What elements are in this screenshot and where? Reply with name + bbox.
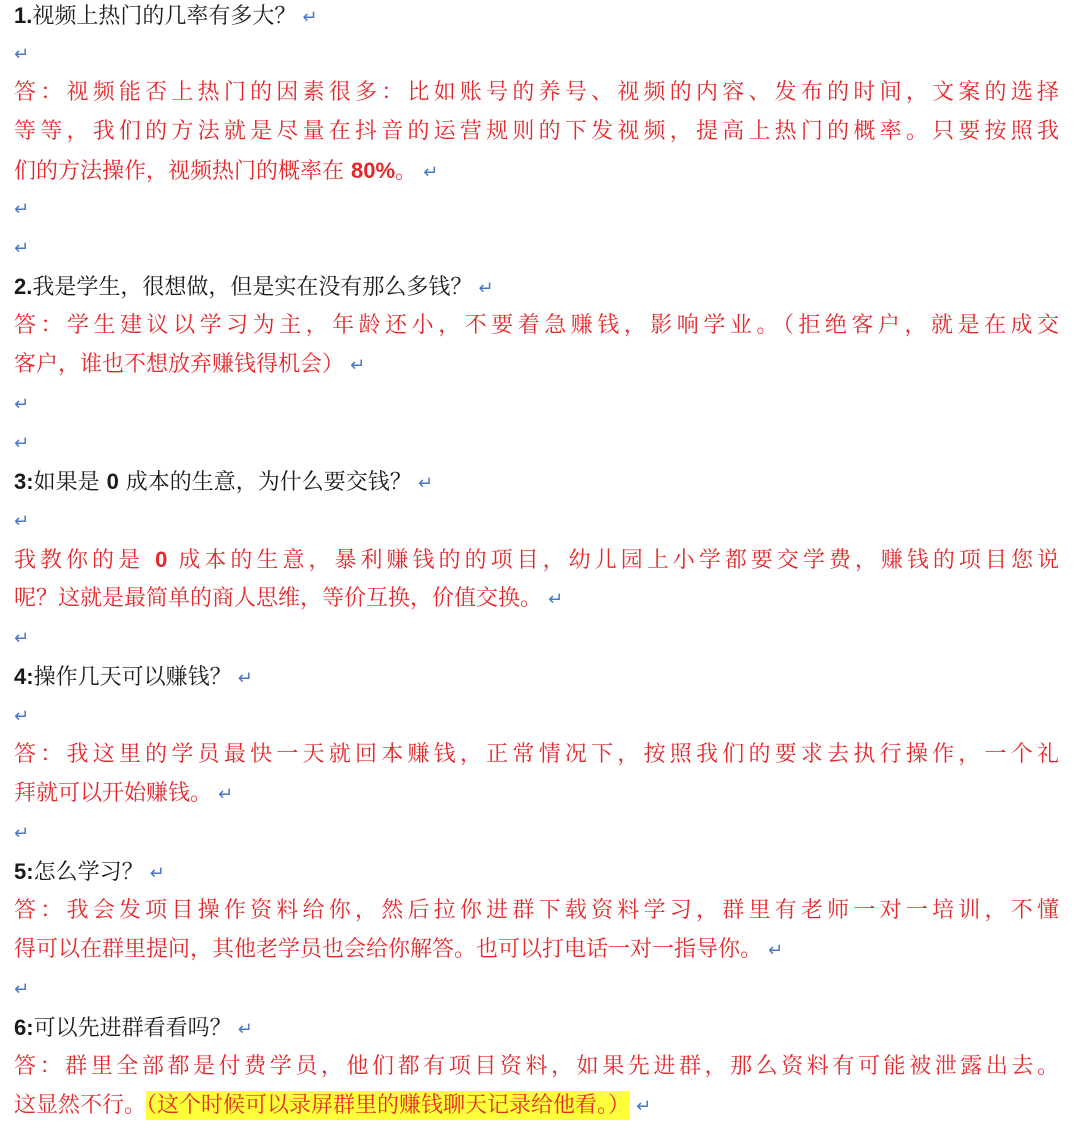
answer-text: 拜就可以开始赚钱。 <box>14 781 213 806</box>
paragraph-mark-icon: ↵ <box>14 394 30 415</box>
empty-line <box>14 501 1059 540</box>
question-4 <box>14 657 1059 696</box>
paragraph-mark-icon: ↵ <box>14 433 30 454</box>
paragraph-mark-icon: ↵ <box>302 7 318 28</box>
paragraph-mark-icon: ↵ <box>14 628 30 649</box>
empty-line <box>14 696 1059 735</box>
question-text: 我是学生，很想做，但是实在没有那么多钱？ <box>32 275 473 300</box>
answer-3-line-1 <box>14 540 1059 579</box>
paragraph-mark-icon: ↵ <box>548 589 564 610</box>
paragraph-mark-icon: ↵ <box>14 44 30 65</box>
paragraph-mark-icon: ↵ <box>478 278 494 299</box>
paragraph-mark-icon: ↵ <box>14 238 30 259</box>
answer-1-line-3 <box>14 151 1059 190</box>
paragraph-mark-icon: ↵ <box>14 706 30 727</box>
paragraph-mark-icon: ↵ <box>237 668 253 689</box>
paragraph-mark-icon: ↵ <box>350 355 366 376</box>
question-number: 6: <box>14 1015 34 1040</box>
question-text: 可以先进群看看吗？ <box>33 1016 232 1041</box>
paragraph-mark-icon: ↵ <box>768 940 784 961</box>
answer-6-line-2 <box>14 1086 1059 1125</box>
answer-1-line-2: 等等，我们的方法就是尽量在抖音的运营规则的下发视频，提高上热门的概率。只要按照我 <box>14 119 1059 144</box>
question-5 <box>14 852 1059 891</box>
paragraph-mark-icon: ↵ <box>149 863 165 884</box>
question-number: 2. <box>14 274 33 299</box>
answer-text: 成本的生意，暴利赚钱的的项目，幼儿园上小学都要交学费，赚钱的项目您说 <box>167 548 1059 573</box>
paragraph-mark-icon: ↵ <box>417 473 433 494</box>
question-text: 操作几天可以赚钱？ <box>33 665 232 690</box>
empty-line <box>14 969 1059 1008</box>
empty-line <box>14 228 1059 267</box>
answer-text: 们的方法操作，视频热门的概率在 <box>14 159 351 184</box>
paragraph-mark-icon: ↵ <box>14 979 30 1000</box>
answer-2-line-1: 答：学生建议以学习为主，年龄还小，不要着急赚钱，影响学业。（拒绝客户，就是在成交 <box>14 313 1059 338</box>
paragraph-mark-icon: ↵ <box>14 199 30 220</box>
question-number: 5: <box>14 859 34 884</box>
answer-text: 我教你的是 <box>14 548 156 573</box>
question-number: 1. <box>14 3 33 28</box>
empty-line <box>14 618 1059 657</box>
empty-line <box>14 384 1059 423</box>
paragraph-mark-icon: ↵ <box>636 1096 652 1117</box>
paragraph-mark-icon: ↵ <box>423 162 439 183</box>
answer-1-line-1: 答：视频能否上热门的因素很多：比如账号的养号、视频的内容、发布的时间，文案的选择 <box>14 80 1059 105</box>
question-number: 3: <box>14 469 34 494</box>
question-6 <box>14 1008 1059 1047</box>
answer-5-line-1: 答：我会发项目操作资料给你，然后拉你进群下载资料学习，群里有老师一对一培训，不懂 <box>14 898 1059 923</box>
answer-text: 得可以在群里提问，其他老学员也会给你解答。也可以打电话一对一指导你。 <box>14 937 763 962</box>
question-text: 如果是 <box>33 470 107 495</box>
empty-line <box>14 34 1059 73</box>
percent-value: 80% <box>351 158 396 183</box>
paragraph-mark-icon: ↵ <box>14 511 30 532</box>
answer-text: 客户，谁也不想放弃赚钱得机会） <box>14 352 345 377</box>
answer-6-line-1: 答：群里全部都是付费学员，他们都有项目资料，如果先进群，那么资料有可能被泄露出去。 <box>14 1054 1059 1079</box>
paragraph-mark-icon: ↵ <box>237 1019 253 1040</box>
answer-text: 这显然不行。 <box>14 1093 147 1118</box>
empty-line <box>14 813 1059 852</box>
answer-text: 。 <box>395 159 418 184</box>
answer-4-line-1: 答：我这里的学员最快一天就回本赚钱，正常情况下，按照我们的要求去执行操作，一个礼 <box>14 742 1059 767</box>
answer-2-line-2 <box>14 345 1059 384</box>
answer-4-line-2 <box>14 774 1059 813</box>
highlighted-note: （这个时候可以录屏群里的赚钱聊天记录给他看。） <box>146 1093 631 1118</box>
empty-line <box>14 423 1059 462</box>
zero-value: 0 <box>155 547 168 572</box>
question-2 <box>14 267 1059 306</box>
question-text: 视频上热门的几率有多大？ <box>32 4 297 29</box>
answer-3-line-2 <box>14 579 1059 618</box>
paragraph-mark-icon: ↵ <box>14 823 30 844</box>
paragraph-mark-icon: ↵ <box>218 784 234 805</box>
empty-line <box>14 189 1059 228</box>
question-3 <box>14 462 1059 501</box>
zero-value: 0 <box>106 469 119 494</box>
question-text: 成本的生意，为什么要交钱？ <box>118 470 412 495</box>
answer-text: 呢？这就是最简单的商人思维，等价互换，价值交换。 <box>14 586 543 611</box>
question-text: 怎么学习？ <box>33 860 144 885</box>
question-1 <box>14 0 1059 35</box>
question-number: 4: <box>14 664 34 689</box>
answer-5-line-2 <box>14 930 1059 969</box>
